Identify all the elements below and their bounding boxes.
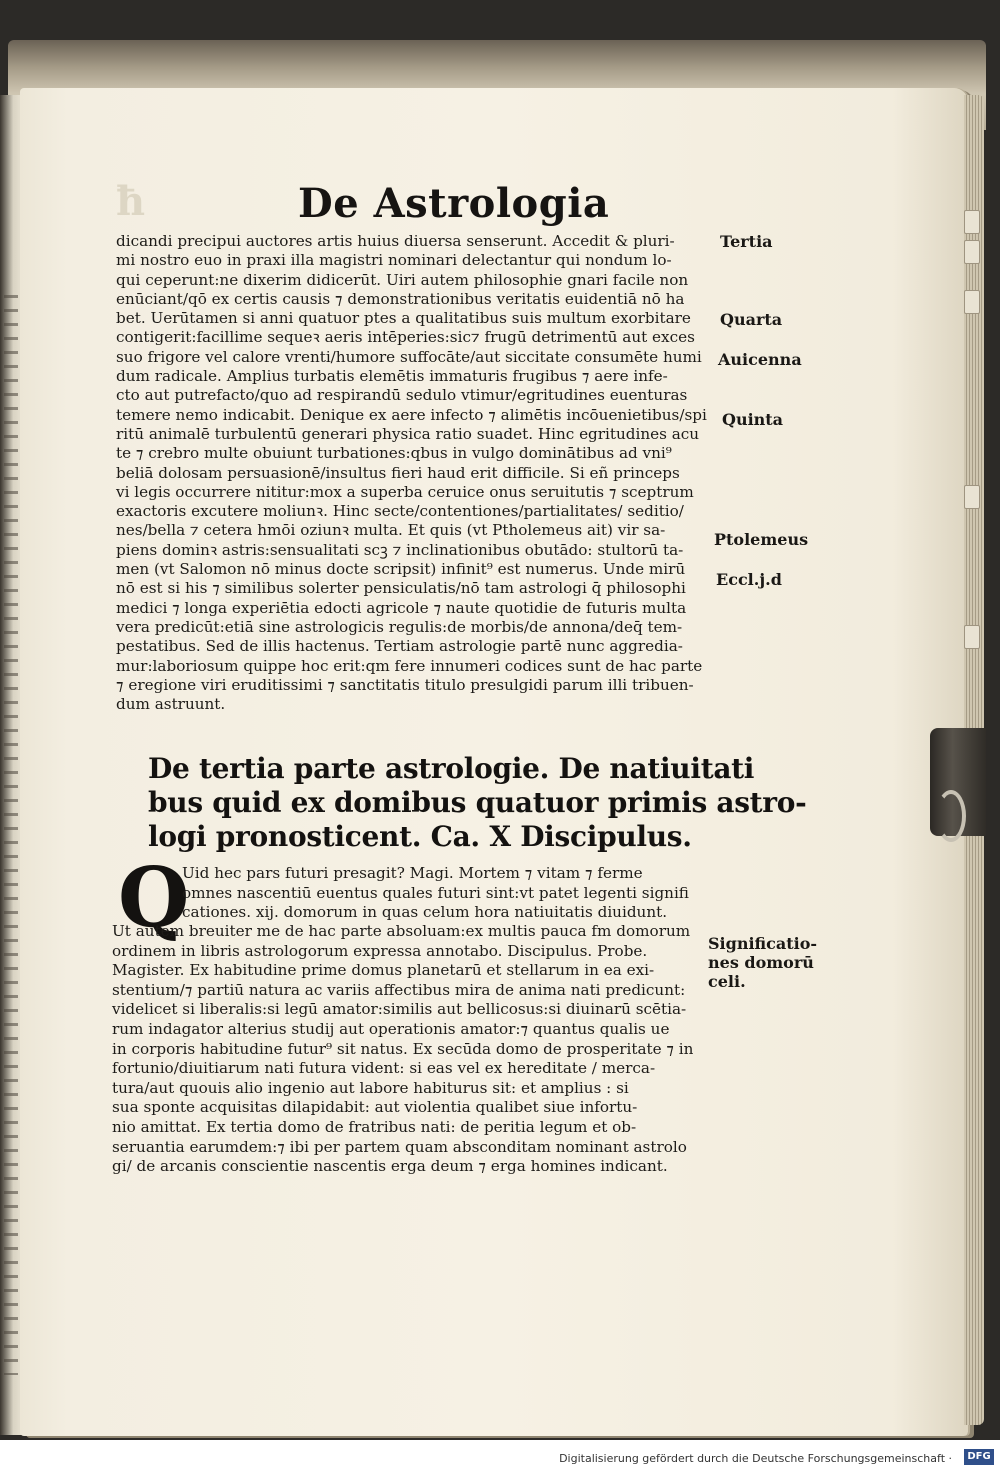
marginal-note: Eccl.j.d bbox=[716, 570, 782, 589]
text-line: gi/ de arcanis conscientie nascentis erga deum ⁊ erga homines indicant. bbox=[112, 1157, 668, 1176]
marginal-note: Quinta bbox=[722, 410, 784, 429]
body-text-block-2 bbox=[182, 864, 702, 923]
digitization-credit: Digitalisierung gefördert durch die Deutsche Forschungsgemeinschaft · bbox=[559, 1452, 952, 1465]
text-line: beliā dolosam persuasionē/insultus fieri haud erit difficile. Si eñ princeps bbox=[116, 463, 680, 482]
page-tab bbox=[964, 290, 980, 314]
bleed-through-mark: ħ bbox=[116, 178, 146, 225]
text-line: nō est si his ⁊ similibus solerter pensiculatis/nō tam astrologi q̄ philosophi bbox=[116, 579, 686, 598]
previous-page-text-marks bbox=[4, 295, 18, 1375]
text-line: mi nostro euo in praxi illa magistri nominari delectantur qui nondum lo- bbox=[116, 251, 672, 270]
text-line: fortunio/diuitiarum nati futura vident: si eas vel ex hereditate / merca- bbox=[112, 1059, 656, 1078]
text-line: suo frigore vel calore vrenti/humore suffocāte/aut siccitate consumēte humi bbox=[116, 347, 702, 366]
text-line: bet. Uerūtamen si anni quatuor ptes a qualitatibus suis multum exorbitare bbox=[116, 309, 691, 328]
marginal-note-line: celi. bbox=[708, 972, 746, 991]
text-line: enūciant/qō ex certis causis ⁊ demonstrationibus veritatis euidentiā nō ha bbox=[116, 289, 685, 308]
text-line: videlicet si liberalis:si legū amator:similis aut bellicosus:si diuinarū scētia- bbox=[112, 1000, 687, 1019]
marginal-note-line: nes domorū bbox=[708, 953, 814, 972]
marginal-note-line: Significatio- bbox=[708, 934, 818, 953]
page-tab bbox=[964, 240, 980, 264]
heading-line: De tertia parte astrologie. De natiuitati bbox=[148, 752, 755, 785]
text-line: Uid hec pars futuri presagit? Magi. Mortem ⁊ vitam ⁊ ferme bbox=[182, 864, 643, 882]
previous-page-edge bbox=[0, 95, 22, 1435]
text-line: men (vt Salomon nō minus docte scripsit) infinit⁹ est numerus. Unde mirū bbox=[116, 560, 686, 579]
chapter-heading bbox=[148, 752, 807, 854]
text-line: seruantia earumdem:⁊ ibi per partem quam absconditam nominant astrolo bbox=[112, 1137, 687, 1156]
text-line: in corporis habitudine futur⁹ sit natus. Ex secūda domo de prosperitate ⁊ in bbox=[112, 1039, 694, 1058]
text-line: omnes nascentiū euentus quales futuri sint:vt patet legenti signifi bbox=[182, 883, 689, 902]
heading-line: logi pronosticent. Ca. X Discipulus. bbox=[148, 820, 692, 853]
text-line: ⁊ eregione viri eruditissimi ⁊ sanctitatis titulo presulgidi parum illi tribuen- bbox=[116, 675, 694, 694]
drop-cap: Q bbox=[118, 850, 190, 946]
text-line: temere nemo indicabit. Denique ex aere infecto ⁊ alimētis incōuenietibus/spi bbox=[116, 405, 707, 424]
text-line: cto aut putrefacto/quo ad respirandū sedulo vtimur/egritudines euenturas bbox=[116, 386, 688, 405]
text-line: piens dominꝛ astris:sensualitati scꝫ ⁊ inclinationibus obutādo: stultorū ta- bbox=[116, 540, 684, 559]
text-line: ritū animalē turbulentū generari physica ratio suadet. Hinc egritudines acu bbox=[116, 424, 700, 443]
running-head: De Astrologia bbox=[298, 180, 610, 227]
marginal-note: Quarta bbox=[720, 310, 783, 329]
text-line: Ut autem breuiter me de hac parte absoluam:ex multis pauca fm domorum bbox=[112, 922, 691, 940]
text-line: mur:laboriosum quippe hoc erit:qm fere innumeri codices sunt de hac parte bbox=[116, 656, 703, 675]
text-line: qui ceperunt:ne dixerim didicerūt. Uiri autem philosophie gnari facile non bbox=[116, 270, 689, 289]
text-line: dum astruunt. bbox=[116, 695, 226, 714]
text-line: vera predicūt:etiā sine astrologicis regulis:de morbis/de annona/deq̄ tem- bbox=[116, 617, 683, 636]
text-line: vi legis occurrere nititur:mox a superba ceruice onus seruitutis ⁊ sceptrum bbox=[116, 482, 694, 501]
marginal-note-significationes bbox=[708, 934, 817, 991]
marginal-note: Tertia bbox=[720, 232, 773, 251]
text-line: rum indagator alterius studij aut operationis amator:⁊ quantus qualis ue bbox=[112, 1019, 670, 1038]
body-text-block-3 bbox=[112, 922, 712, 1177]
marginal-note: Ptolemeus bbox=[714, 530, 809, 549]
text-line: stentium/⁊ partiū natura ac variis affectibus mira de anima nati predicunt: bbox=[112, 980, 686, 999]
body-text-block-1 bbox=[116, 232, 716, 714]
text-line: exactoris excutere moliunꝛ. Hinc secte/contentiones/partialitates/ seditio/ bbox=[116, 502, 684, 521]
text-line: dum radicale. Amplius turbatis elemētis immaturis frugibus ⁊ aere infe- bbox=[116, 367, 668, 386]
text-line: pestatibus. Sed de illis hactenus. Tertiam astrologie partē nunc aggredia- bbox=[116, 637, 683, 656]
text-line: nio amittat. Ex tertia domo de fratribus nati: de peritia legum et ob- bbox=[112, 1117, 637, 1136]
text-line: sua sponte acquisitas dilapidabit: aut violentia qualibet siue infortu- bbox=[112, 1098, 638, 1117]
clasp-ring bbox=[936, 790, 966, 842]
text-line: nes/bella ⁊ cetera hmōi oziunꝛ multa. Et quis (vt Ptholemeus ait) vir sa- bbox=[116, 521, 666, 540]
text-line: medici ⁊ longa experiētia edocti agricole ⁊ naute quotidie de futuris multa bbox=[116, 598, 687, 617]
text-line: ordinem in libris astrologorum expressa annotabo. Discipulus. Probe. bbox=[112, 941, 648, 960]
marginal-note: Auicenna bbox=[718, 350, 802, 369]
dfg-logo: DFG bbox=[964, 1449, 994, 1465]
text-line: dicandi precipui auctores artis huius diuersa senserunt. Accedit & pluri- bbox=[116, 232, 675, 250]
text-line: te ⁊ crebro multe obuiunt turbationes:qbus in vulgo dominātibus ad vni⁹ bbox=[116, 444, 672, 463]
page-tab bbox=[964, 210, 980, 234]
page-tab bbox=[964, 485, 980, 509]
page-tab bbox=[964, 625, 980, 649]
text-line: cationes. xij. domorum in quas celum hora natiuitatis diuidunt. bbox=[182, 903, 668, 921]
text-line: Magister. Ex habitudine prime domus planetarū et stellarum in ea exi- bbox=[112, 961, 655, 980]
heading-line: bus quid ex domibus quatuor primis astro- bbox=[148, 786, 807, 819]
text-line: tura/aut quouis alio ingenio aut labore habiturus sit: et amplius : si bbox=[112, 1078, 629, 1097]
text-line: contigerit:facillime sequeꝛ aeris intēperies:sic⁊ frugū detrimentū aut exces bbox=[116, 328, 695, 347]
